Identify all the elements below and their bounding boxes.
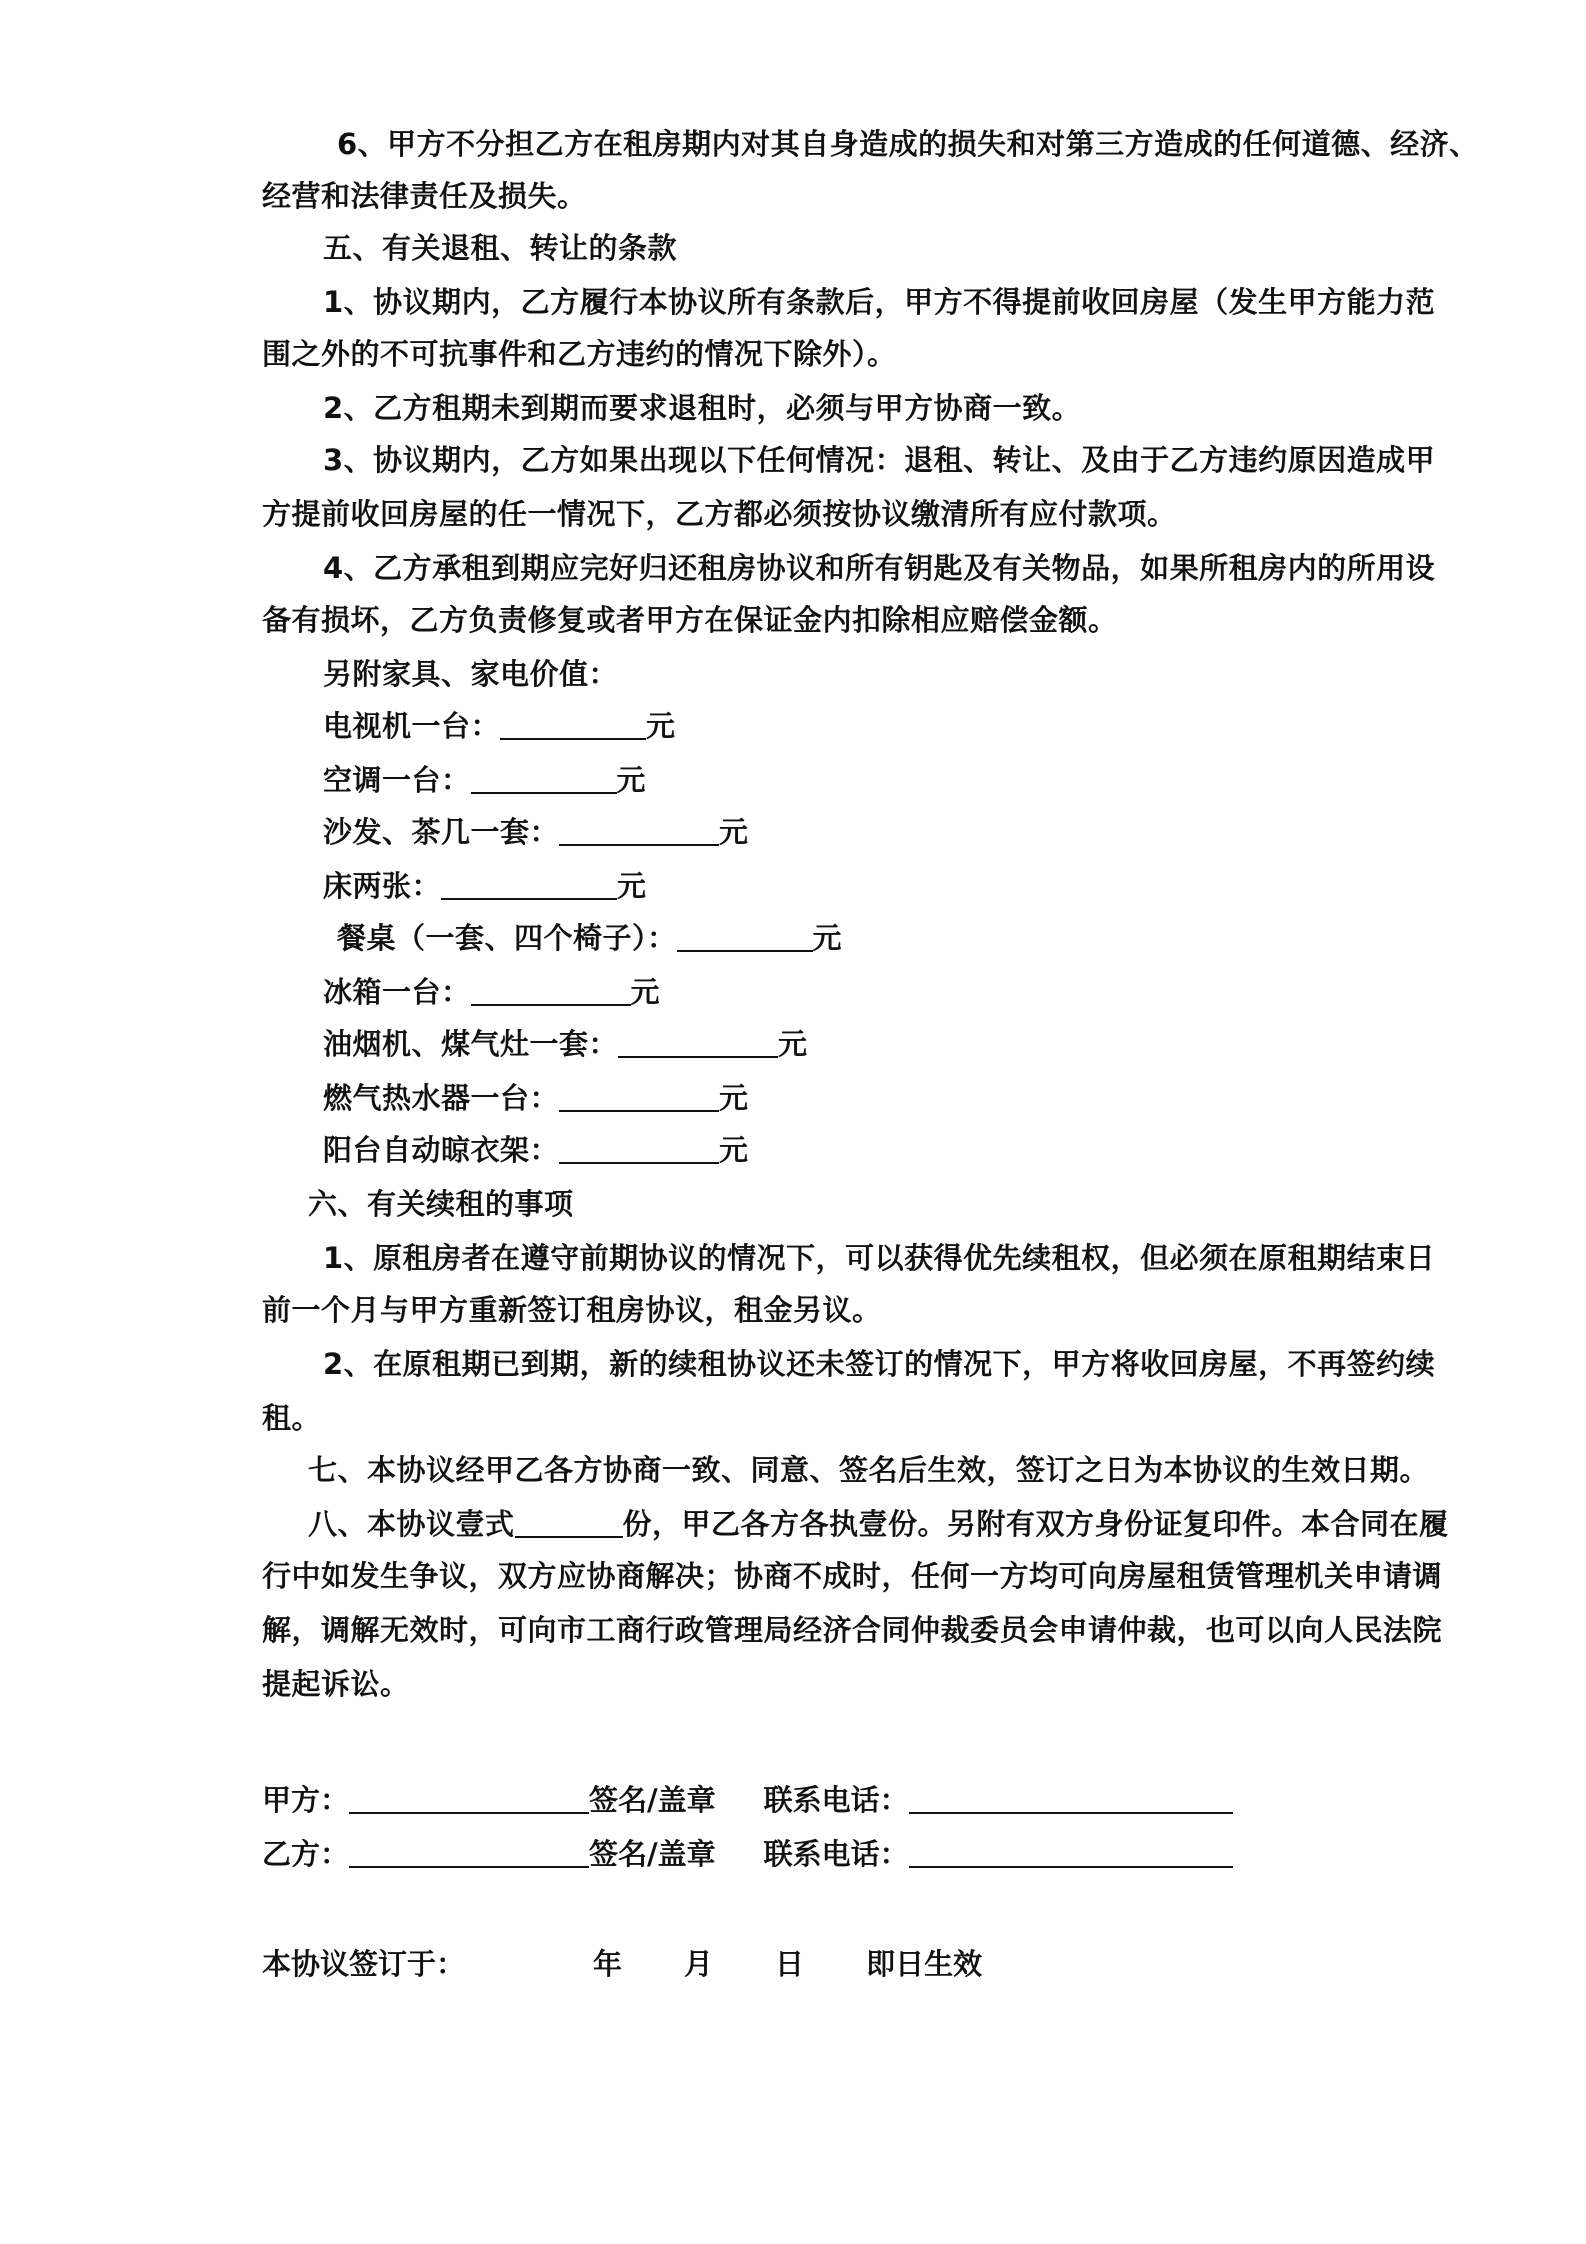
party-a-name-blank[interactable] bbox=[349, 1782, 589, 1814]
sign-label: 签名/盖章 bbox=[589, 1783, 716, 1817]
clause5-item3-line1: 3、协议期内，乙方如果出现以下任何情况：退租、转让、及由于乙方违约原因造成甲 bbox=[323, 443, 1436, 477]
appliance-row bbox=[323, 1078, 1563, 1118]
party-a-phone-blank[interactable] bbox=[909, 1782, 1233, 1814]
value-blank[interactable] bbox=[559, 1080, 719, 1112]
clause8-line3: 解，调解无效时，可向市工商行政管理局经济合同仲裁委员会申请仲裁，也可以向人民法院 bbox=[262, 1613, 1443, 1647]
appliance-label: 冰箱一台： bbox=[323, 975, 471, 1009]
signing-date-row bbox=[262, 1944, 982, 1984]
value-blank[interactable] bbox=[471, 762, 617, 794]
appliance-label: 油烟机、煤气灶一套： bbox=[323, 1027, 619, 1061]
clause8-line1-end: 份，甲乙各方各执壹份。另附有双方身份证复印件。本合同在履 bbox=[622, 1507, 1449, 1541]
clause7-text: 七、本协议经甲乙各方协商一致、同意、签名后生效，签订之日为本协议的生效日期。 bbox=[308, 1453, 1430, 1487]
clause6-item2-line1: 2、在原租期已到期，新的续租协议还未签订的情况下，甲方将收回房屋，不再签约续 bbox=[323, 1347, 1436, 1381]
unit-label: 元 bbox=[812, 921, 843, 955]
value-blank[interactable] bbox=[618, 1026, 778, 1058]
appliance-label: 空调一台： bbox=[323, 763, 471, 797]
day-label: 日 bbox=[775, 1947, 805, 1981]
clause5-item4-line2: 备有损坏，乙方负责修复或者甲方在保证金内扣除相应赔偿金额。 bbox=[262, 603, 1118, 637]
clause5-item1-line1: 1、协议期内，乙方履行本协议所有条款后，甲方不得提前收回房屋（发生甲方能力范 bbox=[323, 285, 1436, 319]
phone-label: 联系电话： bbox=[763, 1837, 909, 1871]
appliance-row bbox=[323, 760, 1563, 800]
unit-label: 元 bbox=[630, 975, 661, 1009]
appliance-label: 燃气热水器一台： bbox=[323, 1081, 560, 1115]
signature-row-party-b bbox=[262, 1834, 1233, 1874]
party-a-label: 甲方： bbox=[262, 1783, 350, 1817]
appliance-row bbox=[323, 972, 1563, 1012]
unit-label: 元 bbox=[719, 1081, 749, 1115]
clause4-item6-line2: 经营和法律责任及损失。 bbox=[262, 179, 587, 213]
party-b-label: 乙方： bbox=[262, 1837, 350, 1871]
appliance-row bbox=[323, 866, 1563, 906]
clause6-heading: 六、有关续租的事项 bbox=[308, 1187, 574, 1221]
appliances-heading: 另附家具、家电价值： bbox=[323, 657, 619, 691]
appliance-label: 餐桌（一套、四个椅子）： bbox=[337, 921, 677, 955]
clause6-item1-line2: 前一个月与甲方重新签订租房协议，租金另议。 bbox=[262, 1293, 882, 1327]
clause8-line1 bbox=[308, 1504, 1548, 1544]
clause8-line2: 行中如发生争议，双方应协商解决；协商不成时，任何一方均可向房屋租赁管理机关申请调 bbox=[262, 1559, 1443, 1593]
clause5-item1-line2: 围之外的不可抗事件和乙方违约的情况下除外）。 bbox=[262, 337, 897, 371]
sign-label: 签名/盖章 bbox=[589, 1837, 716, 1871]
clause4-item6-line1: 6、甲方不分担乙方在租房期内对其自身造成的损失和对第三方造成的任何道德、经济、 bbox=[337, 127, 1479, 161]
unit-label: 元 bbox=[617, 869, 647, 903]
clause8-line1-start: 八、本协议壹式 bbox=[308, 1507, 515, 1541]
phone-label: 联系电话： bbox=[763, 1783, 909, 1817]
appliance-row bbox=[337, 918, 1577, 958]
clause5-heading: 五、有关退租、转让的条款 bbox=[323, 231, 678, 265]
clause8-line4: 提起诉讼。 bbox=[262, 1667, 410, 1701]
unit-label: 元 bbox=[646, 709, 676, 743]
appliance-row bbox=[323, 1024, 1563, 1064]
clause6-item2-line2: 租。 bbox=[262, 1401, 322, 1435]
appliance-label: 电视机一台： bbox=[323, 709, 501, 743]
unit-label: 元 bbox=[719, 815, 749, 849]
signature-row-party-a bbox=[262, 1780, 1233, 1820]
party-b-name-blank[interactable] bbox=[349, 1836, 589, 1868]
appliance-row bbox=[323, 706, 1563, 746]
value-blank[interactable] bbox=[559, 814, 719, 846]
value-blank[interactable] bbox=[441, 868, 617, 900]
appliance-label: 沙发、茶几一套： bbox=[323, 815, 560, 849]
signing-date-label: 本协议签订于： bbox=[262, 1947, 466, 1981]
unit-label: 元 bbox=[616, 763, 647, 797]
unit-label: 元 bbox=[719, 1133, 749, 1167]
clause5-item3-line2: 方提前收回房屋的任一情况下，乙方都必须按协议缴清所有应付款项。 bbox=[262, 497, 1177, 531]
clause5-item4-line1: 4、乙方承租到期应完好归还租房协议和所有钥匙及有关物品，如果所租房内的所用设 bbox=[323, 551, 1436, 585]
appliance-label: 床两张： bbox=[323, 869, 442, 903]
value-blank[interactable] bbox=[559, 1132, 719, 1164]
effective-label: 即日生效 bbox=[866, 1947, 983, 1981]
value-blank[interactable] bbox=[500, 708, 646, 740]
appliance-row bbox=[323, 1130, 1563, 1170]
copies-blank[interactable] bbox=[515, 1506, 623, 1538]
appliance-label: 阳台自动晾衣架： bbox=[323, 1133, 560, 1167]
value-blank[interactable] bbox=[677, 920, 813, 952]
appliance-row bbox=[323, 812, 1563, 852]
value-blank[interactable] bbox=[471, 974, 631, 1006]
party-b-phone-blank[interactable] bbox=[909, 1836, 1233, 1868]
unit-label: 元 bbox=[778, 1027, 808, 1061]
month-label: 月 bbox=[684, 1947, 714, 1981]
clause5-item2: 2、乙方租期未到期而要求退租时，必须与甲方协商一致。 bbox=[323, 391, 1082, 425]
year-label: 年 bbox=[593, 1947, 623, 1981]
clause6-item1-line1: 1、原租房者在遵守前期协议的情况下，可以获得优先续租权，但必须在原租期结束日 bbox=[323, 1241, 1436, 1275]
